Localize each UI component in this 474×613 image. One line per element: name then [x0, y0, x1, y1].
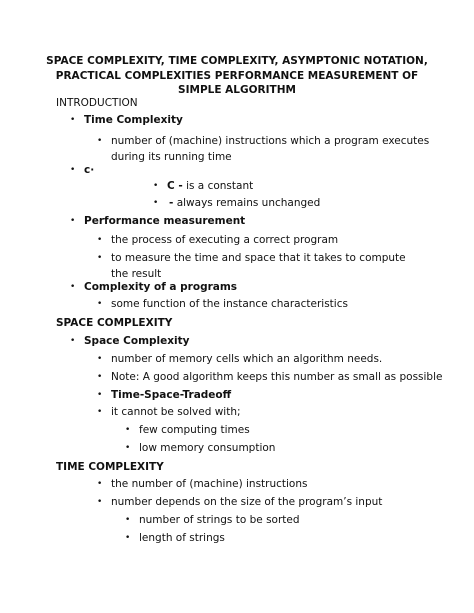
complexity-programs-item: some function of the instance characteristics — [111, 298, 348, 310]
performance-label: Performance measurement — [84, 215, 246, 227]
title-line-3: SIMPLE ALGORITHM — [178, 84, 296, 96]
time-subitem: length of strings — [139, 532, 225, 544]
bullet: • — [97, 390, 103, 400]
c-unchanged-text: always remains unchanged — [173, 197, 321, 209]
bullet: • — [153, 181, 159, 191]
bullet: • — [97, 479, 103, 489]
title-line-1: SPACE COMPLEXITY, TIME COMPLEXITY, ASYMPTONIC NOTATION, — [46, 55, 428, 67]
time-complexity-definition: number of (machine) instructions which a program executes during its running time — [111, 135, 430, 163]
bullet: • — [70, 115, 76, 125]
time-item: number depends on the size of the program’s input — [111, 496, 383, 508]
space-complexity-label: Space Complexity — [84, 335, 190, 347]
bullet: • — [97, 235, 103, 245]
bullet: • — [125, 533, 131, 543]
c-unchanged-item — [169, 195, 320, 211]
bullet: • — [97, 136, 103, 146]
bullet: • — [97, 354, 103, 364]
bullet: • — [70, 336, 76, 346]
bullet: • — [125, 425, 131, 435]
bullet: • — [125, 515, 131, 525]
c-unchanged-term: - — [169, 197, 174, 209]
document-title — [40, 54, 434, 98]
performance-item: to measure the time and space that it takes to compute the result — [111, 252, 406, 280]
space-item: it cannot be solved with; — [111, 406, 241, 418]
bullet: • — [70, 216, 76, 226]
complexity-programs-label: Complexity of a programs — [84, 281, 238, 293]
space-subitem: low memory consumption — [139, 442, 276, 454]
c-constant-item — [167, 178, 253, 194]
space-complexity-heading: SPACE COMPLEXITY — [56, 317, 173, 329]
bullet: • — [153, 198, 159, 208]
introduction-heading: INTRODUCTION — [56, 97, 138, 109]
bullet: • — [97, 497, 103, 507]
c-label: c· — [84, 164, 95, 176]
space-item: Note: A good algorithm keeps this number as small as possible — [111, 371, 443, 383]
time-space-tradeoff: Time-Space-Tradeoff — [111, 389, 232, 401]
time-subitem: number of strings to be sorted — [139, 514, 300, 526]
bullet: • — [97, 372, 103, 382]
c-constant-term: C - — [167, 180, 183, 192]
space-subitem: few computing times — [139, 424, 250, 436]
bullet: • — [125, 443, 131, 453]
time-complexity-heading: TIME COMPLEXITY — [56, 461, 164, 473]
time-item: the number of (machine) instructions — [111, 478, 308, 490]
bullet: • — [97, 253, 103, 263]
space-item: number of memory cells which an algorithm needs. — [111, 353, 383, 365]
bullet: • — [70, 282, 76, 292]
performance-item: the process of executing a correct program — [111, 234, 339, 246]
title-line-2: PRACTICAL COMPLEXITIES PERFORMANCE MEASUREMENT OF — [55, 69, 419, 82]
bullet: • — [97, 299, 103, 309]
bullet: • — [97, 407, 103, 417]
time-complexity-label: Time Complexity — [84, 114, 183, 126]
bullet: • — [70, 165, 76, 175]
c-constant-text: is a constant — [182, 180, 254, 192]
